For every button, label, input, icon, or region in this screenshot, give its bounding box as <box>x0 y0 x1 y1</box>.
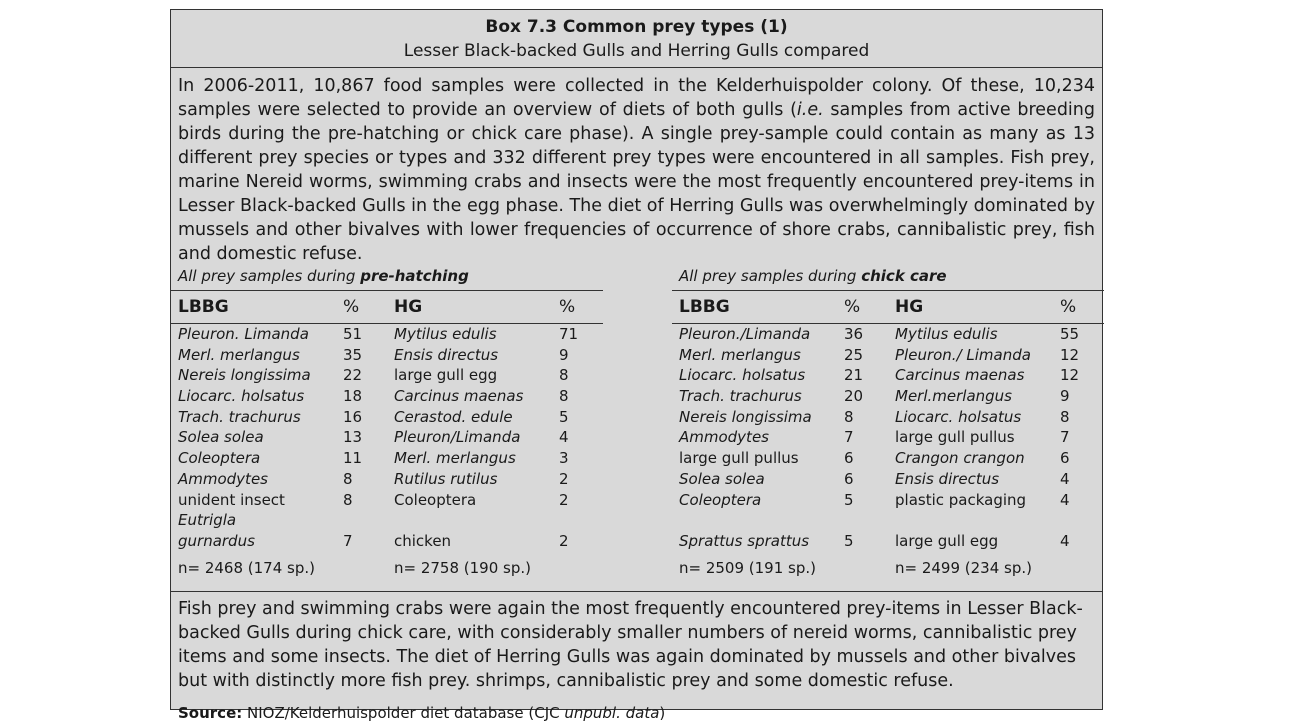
col-lbbg: LBBG <box>171 291 343 324</box>
prey-pct-hg: 5 <box>559 407 569 426</box>
table-row <box>171 365 603 386</box>
prey-pct-lbbg: 36 <box>844 325 864 343</box>
table-row <box>672 531 1104 552</box>
box-subtitle: Lesser Black-backed Gulls and Herring Gulls compared <box>403 41 870 61</box>
prey-name-lbbg: large gull pullus <box>679 449 799 468</box>
prey-name-hg: large gull egg <box>895 531 999 550</box>
prey-pct-hg: 7 <box>1060 428 1070 447</box>
prey-pct-lbbg: 8 <box>844 407 854 426</box>
table-row <box>672 448 1104 469</box>
prey-name-hg: Cerastod. edule <box>394 407 513 426</box>
table-footer-row <box>171 552 603 582</box>
prey-pct-lbbg: 16 <box>343 407 363 426</box>
table-row <box>672 386 1104 407</box>
col-pct: % <box>343 291 387 324</box>
table-row <box>171 469 603 490</box>
table-header-row <box>672 291 1104 324</box>
box-header <box>171 10 1102 68</box>
prey-name-lbbg: unident insect <box>178 490 285 509</box>
source-italic: unpubl. data <box>564 704 660 722</box>
table-row <box>672 345 1104 366</box>
prey-pct-hg: 6 <box>1060 449 1070 468</box>
table-row <box>672 365 1104 386</box>
prey-pct-lbbg: 7 <box>343 531 353 550</box>
prey-name-hg: Crangon crangon <box>895 449 1025 468</box>
intro-text-1: In 2006-2011, 10,867 food samples were collected in the Kelderhuispolder colony. Of these, 10,234 samples were selected to provide an overview of diets of both gulls ( <box>178 76 1095 120</box>
prey-name-hg: chicken <box>394 531 452 550</box>
prey-name-hg: Liocarc. holsatus <box>895 407 1022 426</box>
prey-pct-hg: 2 <box>559 490 569 509</box>
prey-pct-hg <box>559 510 603 531</box>
prey-pct-hg: 3 <box>559 449 569 468</box>
intro-paragraph <box>171 68 1102 266</box>
col-pct: % <box>559 291 603 324</box>
source-end: ) <box>659 704 666 722</box>
table-row <box>171 448 603 469</box>
table-row <box>171 407 603 428</box>
prey-pct-hg: 71 <box>559 325 579 343</box>
table-row <box>171 345 603 366</box>
prey-pct-lbbg: 51 <box>343 325 363 343</box>
prey-name-lbbg: Merl. merlangus <box>178 345 300 364</box>
prey-name-hg <box>387 510 559 531</box>
intro-text-2: samples from active breeding birds during the pre-hatching or chick care phase). A single prey-sample could contain as many as 13 different prey species or types and 332 different prey types were encountered in all samples. Fish prey, marine Nereid worms, swimming crabs and insects were the most frequently encountered prey-items in Lesser Black-backed Gulls in the egg phase. The diet of Herring Gulls was overwhelmingly dominated by mussels and other bivalves with lower frequencies of occurrence of shore crabs, cannibalistic prey, fish and domestic refuse. <box>178 100 1095 264</box>
box-title: Box 7.3 Common prey types (1) <box>485 17 788 37</box>
outro-paragraph: Fish prey and swimming crabs were again the most frequently encountered prey-items in Lesser Black-backed Gulls during chick care, with considerably smaller numbers of nereid worms, cannibalistic prey items and some insects. The diet of Herring Gulls was again dominated by mussels and other bivalves but with distinctly more fish prey. shrimps, cannibalistic prey and some domestic refuse. <box>178 599 1083 691</box>
prey-pct-hg: 8 <box>1060 407 1070 426</box>
prey-name-hg: Carcinus maenas <box>895 366 1025 385</box>
prey-pct-hg: 4 <box>1060 490 1070 509</box>
prey-pct-lbbg: 5 <box>844 490 854 509</box>
prey-pct-lbbg: 8 <box>343 469 353 488</box>
prey-name-lbbg: Merl. merlangus <box>679 345 801 364</box>
prey-pct-lbbg: 21 <box>844 366 864 385</box>
tables-area <box>171 266 1102 591</box>
prey-name-hg: Carcinus maenas <box>394 387 524 406</box>
chick-care-table <box>672 290 1104 582</box>
table-header-row <box>171 291 603 324</box>
col-lbbg: LBBG <box>672 291 844 324</box>
source-line <box>178 701 1095 725</box>
intro-ie: i.e. <box>796 100 824 120</box>
prey-pct-lbbg: 18 <box>343 387 363 406</box>
prey-name-lbbg: Coleoptera <box>178 449 261 468</box>
pre-hatching-table <box>171 290 603 582</box>
prey-name-lbbg: Trach. trachurus <box>679 387 802 406</box>
prey-name-hg <box>888 510 1060 531</box>
col-hg: HG <box>387 291 559 324</box>
prey-pct-lbbg: 22 <box>343 366 363 385</box>
table-row <box>672 490 1104 511</box>
prey-name-lbbg: Coleoptera <box>679 490 762 509</box>
prey-name-lbbg: Trach. trachurus <box>178 407 301 426</box>
prey-name-hg: Pleuron/Limanda <box>394 428 521 447</box>
pre-hatching-label: All prey samples during pre-hatching <box>178 267 469 285</box>
prey-name-hg: Ensis directus <box>895 469 1000 488</box>
n-lbbg: n= 2468 (174 sp.) <box>178 558 315 577</box>
prey-name-hg: Mytilus edulis <box>394 325 497 343</box>
prey-name-lbbg: Pleuron./Limanda <box>679 325 811 343</box>
prey-name-lbbg: Solea solea <box>178 428 264 447</box>
source-text: NIOZ/Kelderhuispolder diet database (CJC <box>242 704 565 722</box>
source-label: Source: <box>178 704 243 722</box>
prey-pct-hg: 9 <box>1060 387 1070 406</box>
prey-pct-hg: 9 <box>559 345 569 364</box>
prey-name-lbbg: Solea solea <box>679 469 765 488</box>
prey-name-lbbg: Liocarc. holsatus <box>679 366 806 385</box>
prey-pct-hg: 8 <box>559 366 569 385</box>
prey-name-lbbg: Sprattus sprattus <box>679 531 810 550</box>
table-row <box>672 469 1104 490</box>
table-row <box>171 386 603 407</box>
col-pct: % <box>1060 291 1104 324</box>
prey-box <box>170 9 1103 722</box>
prey-pct-lbbg: 6 <box>844 449 854 468</box>
table-row <box>171 427 603 448</box>
prey-pct-lbbg: 11 <box>343 449 363 468</box>
prey-pct-lbbg: 35 <box>343 345 363 364</box>
table-row <box>672 427 1104 448</box>
prey-name-hg: Merl.merlangus <box>895 387 1012 406</box>
n-hg: n= 2758 (190 sp.) <box>394 558 531 577</box>
n-lbbg: n= 2509 (191 sp.) <box>679 558 816 577</box>
prey-pct-lbbg: 20 <box>844 387 864 406</box>
prey-pct-lbbg: 5 <box>844 531 854 550</box>
chick-care-label: All prey samples during chick care <box>679 267 947 285</box>
prey-name-hg: Coleoptera <box>394 490 477 509</box>
prey-pct-hg: 12 <box>1060 366 1080 385</box>
table-row <box>672 407 1104 428</box>
table-row <box>171 490 603 511</box>
table-footer-row <box>672 552 1104 582</box>
prey-name-hg: Pleuron./ Limanda <box>895 345 1031 364</box>
prey-name-hg: Mytilus edulis <box>895 325 998 343</box>
prey-name-lbbg: gurnardus <box>178 531 255 550</box>
prey-pct-hg: 55 <box>1060 325 1080 343</box>
prey-name-lbbg: Ammodytes <box>178 469 268 488</box>
col-hg: HG <box>888 291 1060 324</box>
prey-pct-hg: 8 <box>559 387 569 406</box>
prey-pct-hg: 2 <box>559 531 569 550</box>
prey-name-hg: large gull pullus <box>895 428 1015 447</box>
prey-pct-hg: 4 <box>1060 531 1070 550</box>
prey-name-hg: Merl. merlangus <box>394 449 516 468</box>
prey-name-lbbg <box>672 510 844 531</box>
table-row <box>171 510 603 531</box>
table-row <box>171 531 603 552</box>
col-pct: % <box>844 291 888 324</box>
prey-pct-lbbg <box>343 510 387 531</box>
prey-name-lbbg: Nereis longissima <box>178 366 311 385</box>
table-row <box>672 510 1104 531</box>
prey-name-lbbg: Nereis longissima <box>679 407 812 426</box>
outro-section <box>171 591 1102 725</box>
table-row <box>672 324 1104 345</box>
prey-pct-hg: 12 <box>1060 345 1080 364</box>
prey-name-hg: plastic packaging <box>895 490 1027 509</box>
prey-name-lbbg: Liocarc. holsatus <box>178 387 305 406</box>
prey-name-lbbg: Pleuron. Limanda <box>178 325 309 343</box>
prey-name-lbbg: Eutrigla <box>178 511 237 530</box>
prey-pct-lbbg: 6 <box>844 469 854 488</box>
prey-pct-lbbg: 7 <box>844 428 854 447</box>
prey-pct-hg <box>1060 510 1104 531</box>
prey-name-hg: large gull egg <box>394 366 498 385</box>
prey-pct-hg: 2 <box>559 469 569 488</box>
n-hg: n= 2499 (234 sp.) <box>895 558 1032 577</box>
prey-pct-lbbg: 13 <box>343 428 363 447</box>
prey-name-hg: Ensis directus <box>394 345 499 364</box>
prey-pct-lbbg <box>844 510 888 531</box>
table-row <box>171 324 603 345</box>
prey-name-hg: Rutilus rutilus <box>394 469 498 488</box>
prey-pct-lbbg: 8 <box>343 490 353 509</box>
prey-name-lbbg: Ammodytes <box>679 428 769 447</box>
prey-pct-lbbg: 25 <box>844 345 864 364</box>
prey-pct-hg: 4 <box>1060 469 1070 488</box>
prey-pct-hg: 4 <box>559 428 569 447</box>
